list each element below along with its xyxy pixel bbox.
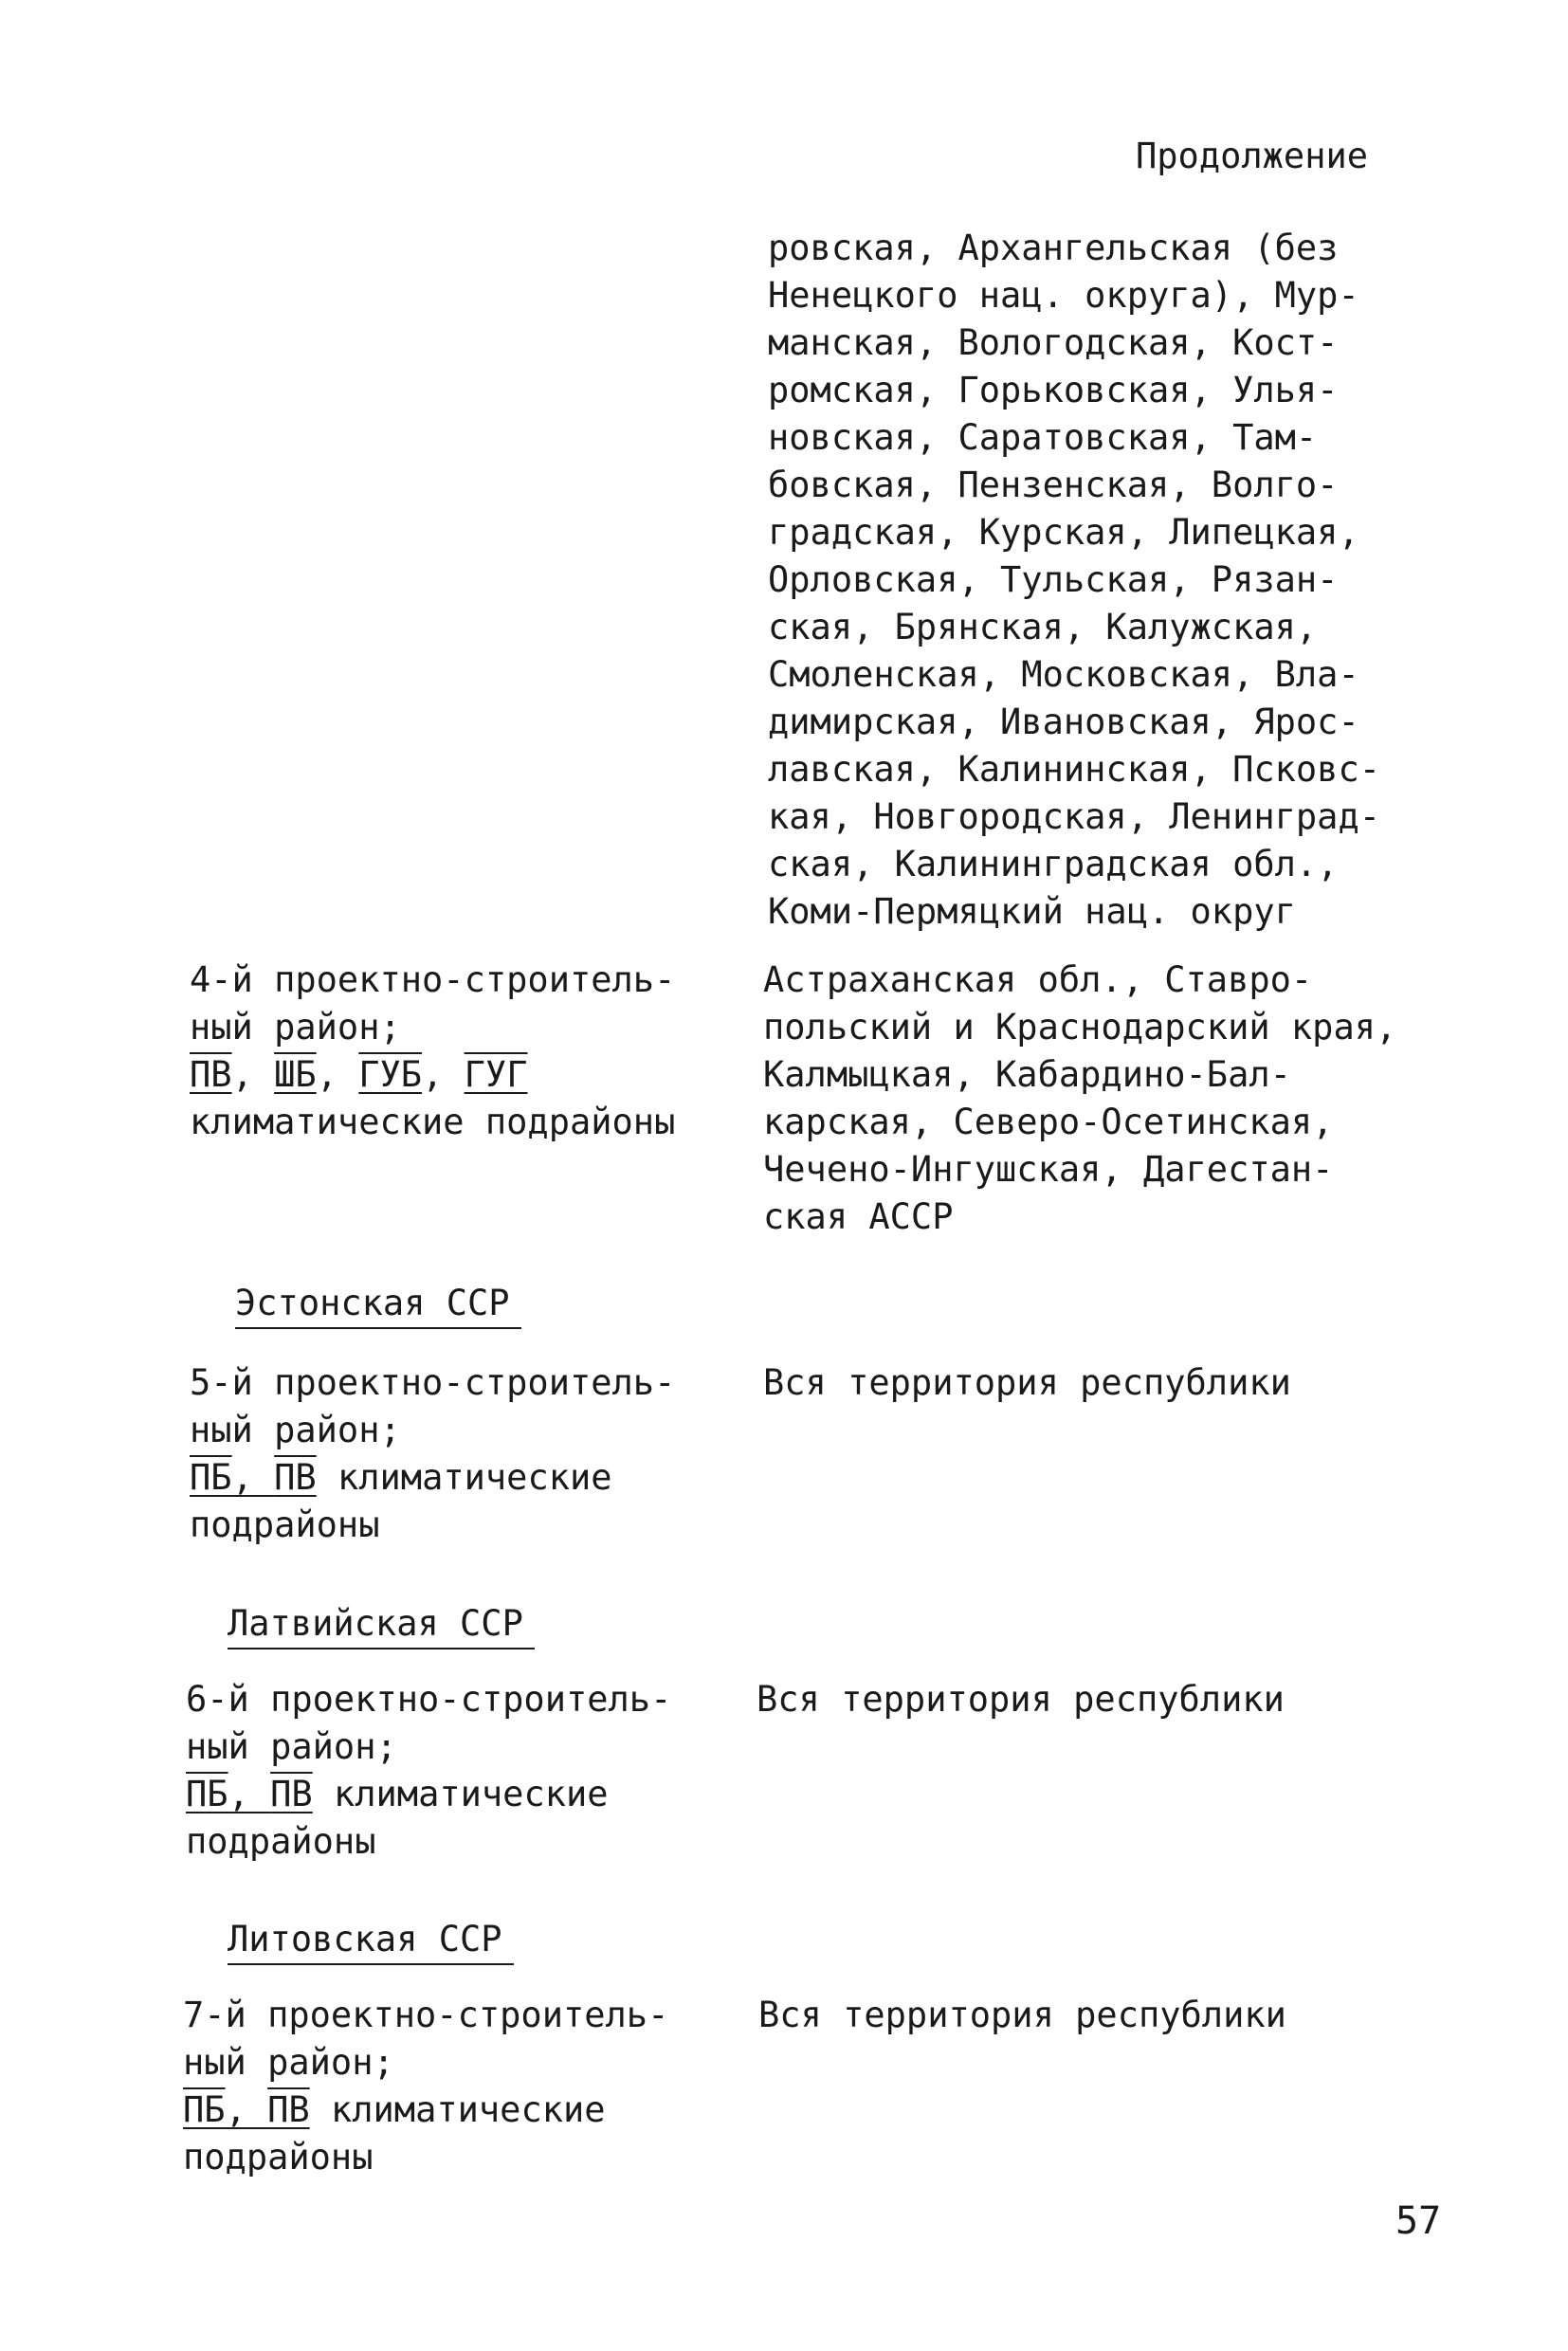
subdistrict-suffix: климатические подрайоны xyxy=(190,1102,676,1142)
climate-code: ПБ xyxy=(186,1774,228,1814)
climate-code: ПБ xyxy=(183,2089,226,2130)
district-4-description xyxy=(190,957,675,1146)
text-line: ская, Брянская, Калужская, xyxy=(768,607,1318,647)
district-title: ный район; xyxy=(190,1007,401,1048)
text-line: Коми-Пермяцкий нац. округ xyxy=(768,891,1296,932)
text-line: Орловская, Тульская, Рязан- xyxy=(768,559,1339,600)
text-line: манская, Вологодская, Кост- xyxy=(768,322,1339,363)
climate-code: ПВ xyxy=(274,1457,317,1498)
text-line: Чечено-Ингушская, Дагестан- xyxy=(763,1149,1334,1190)
text-line: польский и Краснодарский края, xyxy=(763,1007,1397,1048)
subdistrict-codes xyxy=(190,1051,675,1099)
top-right-region-list xyxy=(768,225,1380,936)
separator: , xyxy=(231,1457,275,1498)
subdistrict-suffix: климатические xyxy=(312,1774,609,1814)
climate-code: ГУБ xyxy=(358,1054,423,1095)
text-line: димирская, Ивановская, Ярос- xyxy=(768,702,1359,742)
district-title: ный район; xyxy=(186,1726,397,1767)
text-line: Астраханская обл., Ставро- xyxy=(763,959,1313,1000)
text-line: Калмыцкая, Кабардино-Бал- xyxy=(763,1054,1291,1095)
climate-code: ПВ xyxy=(190,1054,232,1095)
text-line: Смоленская, Московская, Вла- xyxy=(768,654,1359,695)
separator: , xyxy=(316,1054,359,1095)
climate-code: ГУГ xyxy=(464,1054,528,1095)
district-6-territory: Вся территория республики xyxy=(757,1679,1285,1720)
subdistrict-suffix: климатические xyxy=(309,2089,606,2130)
page-number: 57 xyxy=(1395,2199,1442,2243)
text-line: градская, Курская, Липецкая, xyxy=(768,512,1359,553)
district-5-description xyxy=(190,1359,675,1549)
text-line: ская, Калининградская обл., xyxy=(768,844,1339,884)
district-title: ный район; xyxy=(183,2042,394,2083)
separator: , xyxy=(231,1054,275,1095)
section-heading-lithuania: Литовская ССР xyxy=(228,1916,514,1965)
subdistrict-suffix: подрайоны xyxy=(186,1821,376,1862)
subdistrict-suffix: подрайоны xyxy=(190,1504,380,1545)
subdistrict-codes xyxy=(186,1771,671,1818)
text-line: новская, Саратовская, Там- xyxy=(768,417,1318,458)
text-line: Ненецкого нац. округа), Мур- xyxy=(768,275,1359,316)
subdistrict-suffix: климатические xyxy=(316,1457,612,1498)
separator: , xyxy=(228,1774,271,1814)
text-line: кая, Новгородская, Ленинград- xyxy=(768,796,1381,837)
climate-code: ПВ xyxy=(267,2089,310,2130)
section-heading-latvia: Латвийская ССР xyxy=(228,1600,535,1649)
district-5-territory: Вся территория республики xyxy=(763,1362,1291,1403)
text-line: ская АССР xyxy=(763,1196,954,1237)
subdistrict-suffix: подрайоны xyxy=(183,2137,374,2178)
district-4-territory xyxy=(763,957,1396,1241)
climate-code: ПВ xyxy=(270,1774,313,1814)
text-line: ромская, Горьковская, Улья- xyxy=(768,370,1339,410)
separator: , xyxy=(422,1054,465,1095)
climate-code: ШБ xyxy=(274,1054,317,1095)
separator: , xyxy=(225,2089,268,2130)
climate-code: ПБ xyxy=(190,1457,232,1498)
section-heading-estonia: Эстонская ССР xyxy=(235,1280,521,1329)
subdistrict-codes xyxy=(183,2087,668,2134)
text-line: карская, Северо-Осетинская, xyxy=(763,1102,1334,1142)
text-line: лавская, Калининская, Псковс- xyxy=(768,749,1381,790)
district-7-territory: Вся территория республики xyxy=(758,1995,1286,2035)
district-7-description xyxy=(183,1992,668,2181)
district-title: 6-й проектно-строитель- xyxy=(186,1679,672,1720)
district-title: 4-й проектно-строитель- xyxy=(190,959,676,1000)
continuation-label: Продолжение xyxy=(1136,136,1369,176)
district-title: ный район; xyxy=(190,1410,401,1450)
district-title: 7-й проектно-строитель- xyxy=(183,1995,669,2035)
district-6-description xyxy=(186,1676,671,1866)
district-title: 5-й проектно-строитель- xyxy=(190,1362,676,1403)
subdistrict-codes xyxy=(190,1454,675,1502)
text-line: бовская, Пензенская, Волго- xyxy=(768,465,1339,505)
text-line: ровская, Архангельская (без xyxy=(768,228,1339,268)
